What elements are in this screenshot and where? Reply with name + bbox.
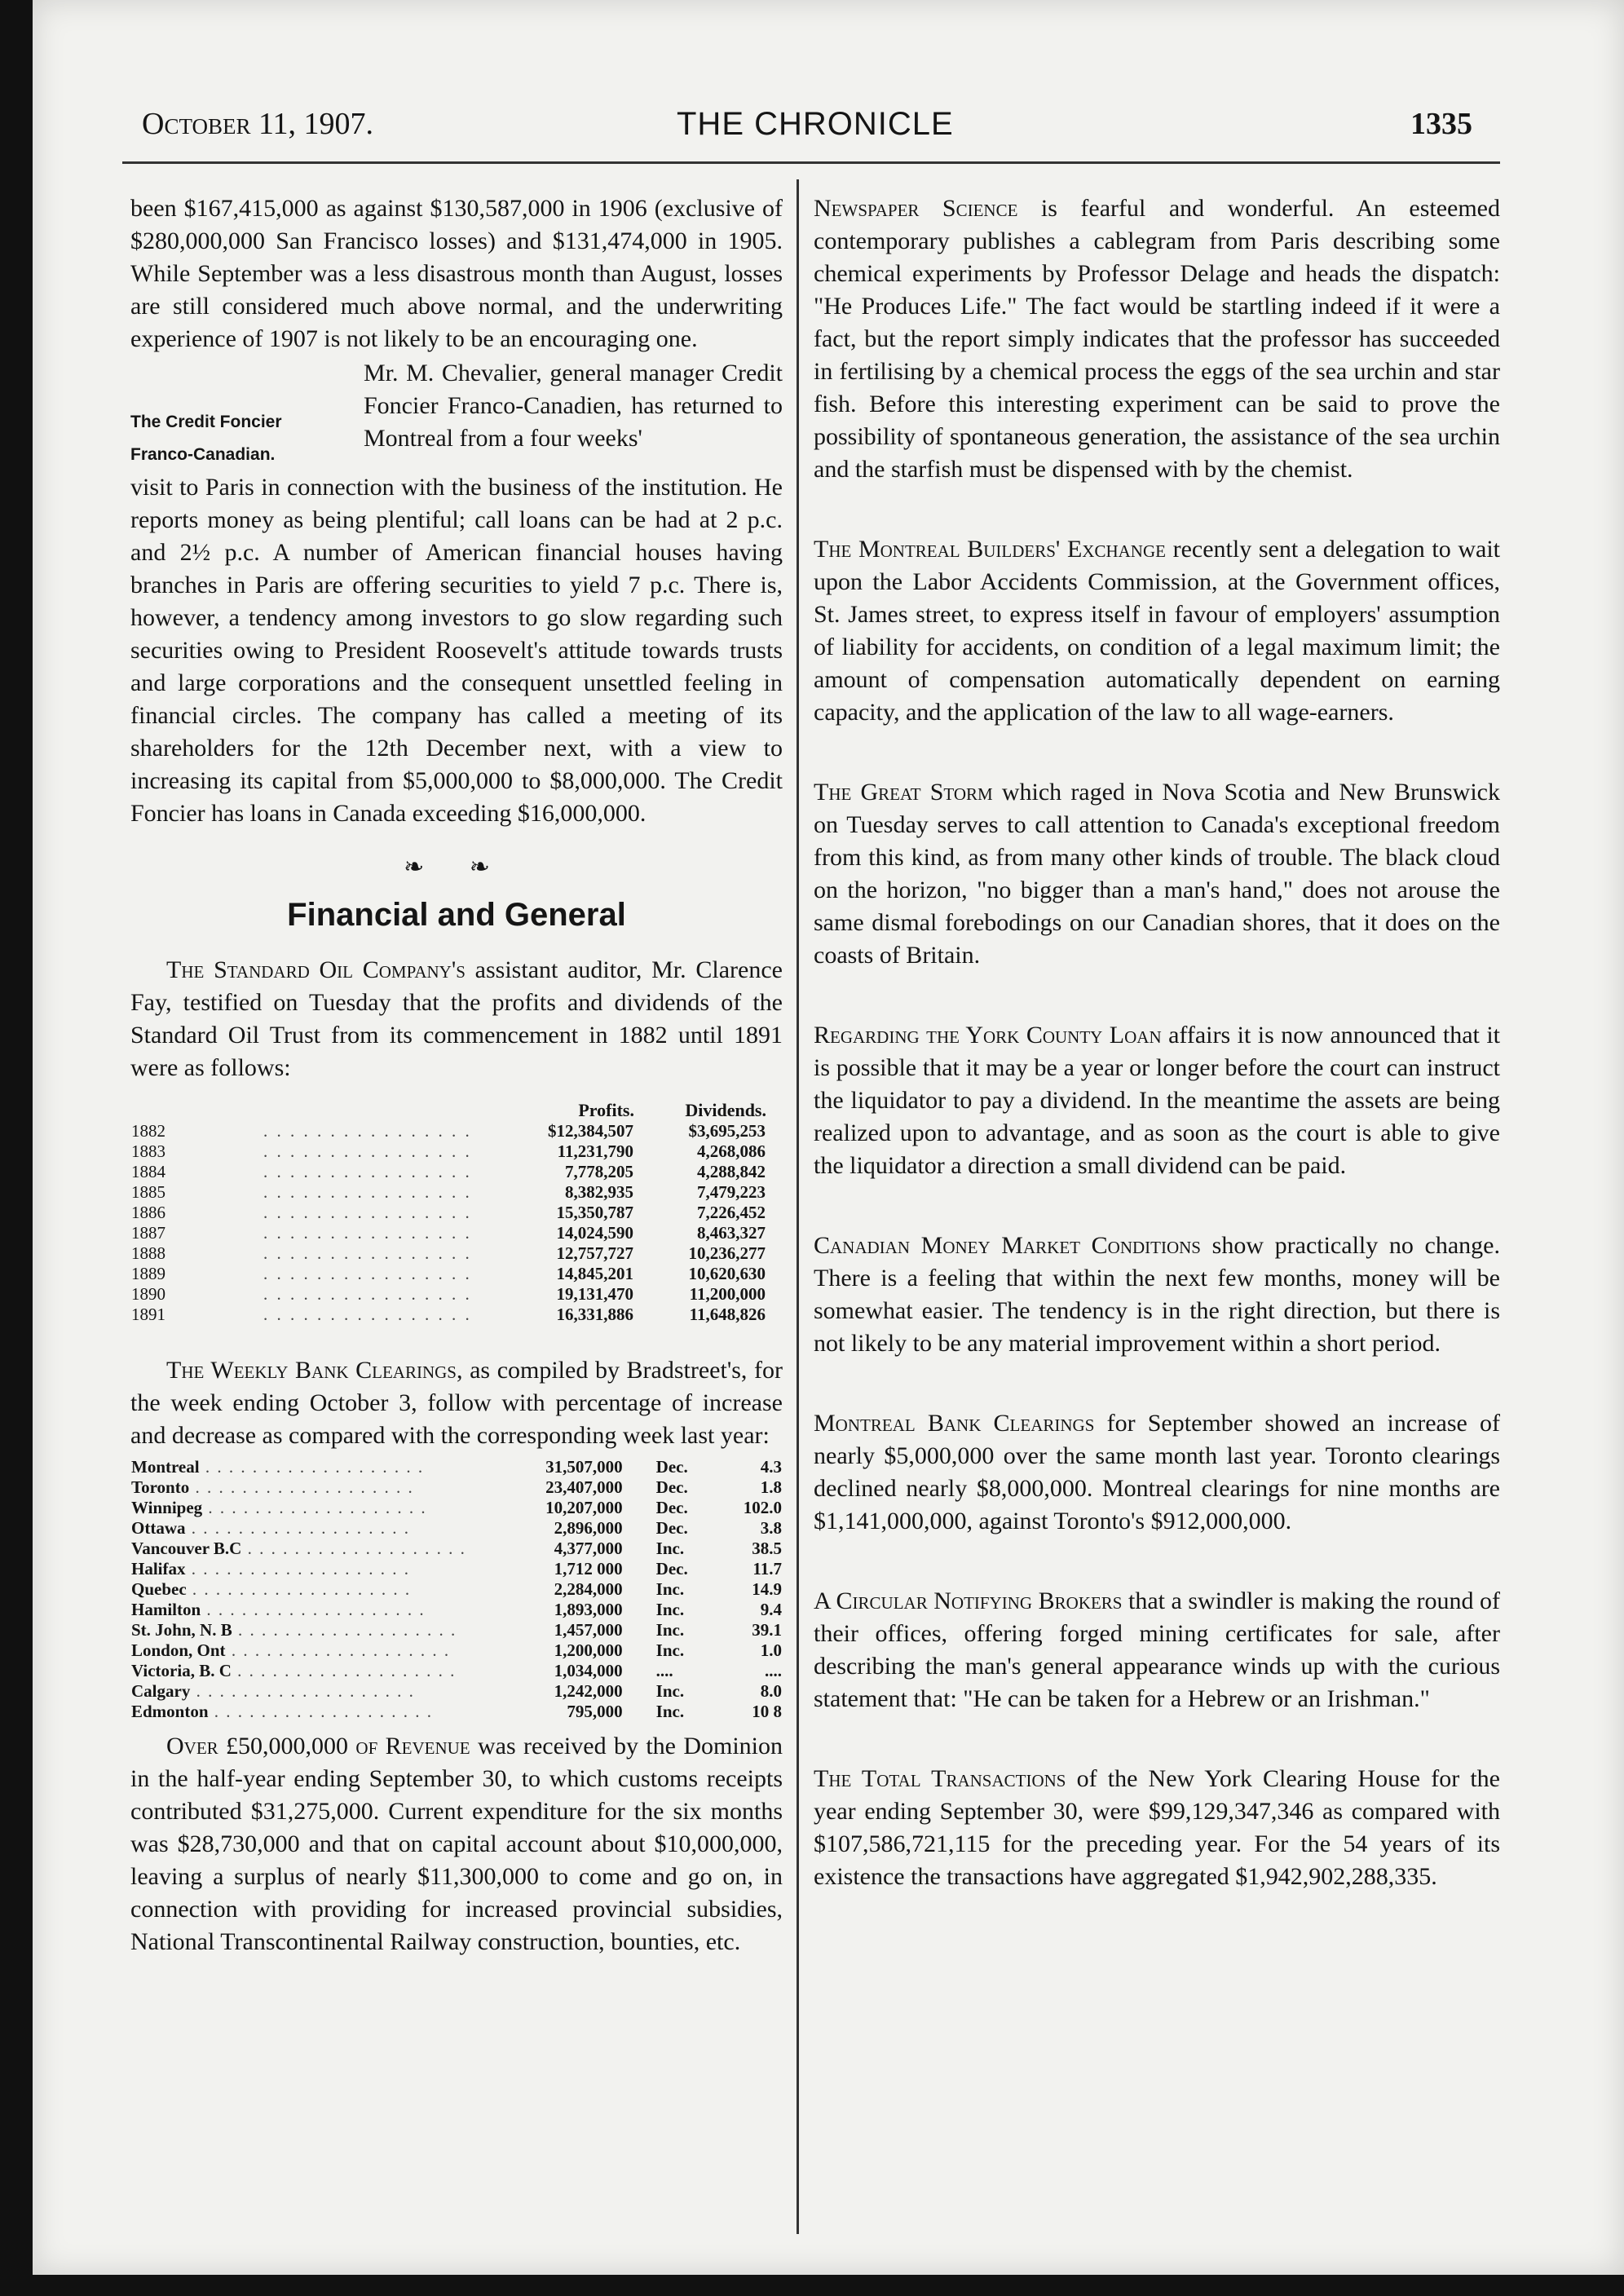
percent-cell: 4.3 [760, 1457, 782, 1477]
news-item-text: affairs it is now announced that it is possible that it may be a year or longer before the court can instruct the liquidator to pay a dividend. In the meantime the assets are being realized upon to advantage, and as soon as the court is able to give the liquidator a direction a small dividend can be paid. [814, 1022, 1501, 1179]
percent-cell: .... [765, 1661, 782, 1680]
city-cell [130, 1600, 513, 1620]
side-note-line-1: The Credit Foncier [130, 413, 282, 431]
leader-dots: . . . . . . . . . . . . . . . . . . . [208, 1702, 434, 1721]
issue-date: October 11, 1907. [142, 107, 374, 141]
city-cell [130, 1498, 513, 1518]
section-title: Financial and General [287, 897, 626, 933]
leader-dots: . . . . . . . . . . . . . . . . [263, 1121, 472, 1141]
city-cell [130, 1477, 513, 1498]
percent-cell: 11.7 [752, 1559, 782, 1578]
year-cell: 1884 [131, 1162, 165, 1181]
leader-dots: . . . . . . . . . . . . . . . . . . . [185, 1518, 410, 1538]
amount-cell: 2,896,000 [554, 1518, 623, 1538]
table-row [130, 1661, 783, 1681]
leader-dots: . . . . . . . . . . . . . . . . [263, 1203, 472, 1222]
leader-dots: . . . . . . . . . . . . . . . . . . . [189, 1477, 414, 1497]
news-item-text: show practically no change. There is a feeling that within the next few months, money will be somewhat easier. The tendency is in the right direction, but there is not likely to be any material improvement within a short period. [814, 1232, 1500, 1357]
table-row [130, 1702, 783, 1722]
news-item-text: which raged in Nova Scotia and New Brunswick on Tuesday serves to call attention to Canada's exceptional freedom from this kind, as from many other kinds of trouble. The black cloud on the horizon, "no bigger than a man's hand," does not arouse the same dismal forebodings on our Canadian shores, that it does on the coasts of Britain. [814, 779, 1500, 969]
news-item-paragraph [814, 533, 1500, 729]
amount-cell: 1,457,000 [554, 1620, 623, 1640]
direction-cell: Inc. [655, 1620, 685, 1640]
leader-dots: . . . . . . . . . . . . . . . . [263, 1141, 472, 1161]
year-cell: 1883 [131, 1141, 165, 1161]
amount-cell: 795,000 [567, 1702, 623, 1721]
profits-cell: 8,382,935 [565, 1182, 633, 1202]
standard-oil-text: assistant auditor, Mr. Clarence Fay, testified on Tuesday that the profits and dividends of the Standard Oil Trust from its commencement in 1882 until 1891 were as follows: [130, 956, 783, 1081]
table-row [130, 1264, 766, 1284]
year-cell: 1886 [131, 1203, 165, 1222]
table-row [130, 1162, 766, 1182]
news-item-text: of the New York Clearing House for the year ending September 30, were $99,129,347,346 as compared with $107,586,721,115 for the preceding year. For the 54 years of its existence the transactions have aggregated $1,942,902,288,335. [814, 1765, 1500, 1890]
city-name: Edmonton [131, 1702, 209, 1721]
direction-cell: .... [655, 1661, 673, 1680]
fire-losses-paragraph: been $167,415,000 as against $130,587,000 in 1906 (exclusive of $280,000,000 San Francisco losses) and $131,474,000 in 1905. While September was a less disastrous month than August, losses are still considered much above normal, and the underwriting experience of 1907 is not likely to be an encouraging one. [130, 195, 783, 352]
dividends-cell: 10,620,630 [688, 1264, 766, 1283]
amount-cell: 1,893,000 [554, 1600, 623, 1619]
news-item-text: that a swindler is making the round of their offices, offering forged mining certificates for sale, after describing the man's general appearance winds up with the curious statement that: "He can be taken for a Hebrew or an Irishman." [814, 1587, 1500, 1712]
news-item-lead: Regarding the York County Loan [814, 1022, 1162, 1049]
table-row [130, 1498, 783, 1518]
publication-title: THE CHRONICLE [677, 106, 954, 142]
direction-cell: Dec. [655, 1498, 688, 1517]
table-row [130, 1539, 783, 1559]
amount-cell: 4,377,000 [554, 1539, 623, 1558]
news-item-lead: Newspaper Science [814, 195, 1018, 222]
news-item-paragraph [814, 1407, 1500, 1538]
table-row [130, 1284, 766, 1305]
percent-cell: 8.0 [760, 1681, 782, 1701]
year-cell: 1885 [131, 1182, 165, 1202]
percent-cell: 10 8 [752, 1702, 782, 1721]
leader-dots: . . . . . . . . . . . . . . . . [263, 1264, 472, 1283]
city-name: Toronto [131, 1477, 190, 1497]
standard-oil-paragraph [130, 954, 783, 1084]
leader-dots: . . . . . . . . . . . . . . . . [263, 1182, 472, 1202]
news-item-lead: The Montreal Builders' Exchange [814, 536, 1166, 563]
leader-dots: . . . . . . . . . . . . . . . . [263, 1223, 472, 1243]
percent-cell: 38.5 [752, 1539, 782, 1558]
amount-cell: 23,407,000 [545, 1477, 623, 1497]
profits-cell: 11,231,790 [557, 1141, 633, 1161]
bank-clearings-paragraph [130, 1354, 783, 1452]
news-item-lead: Montreal Bank Clearings [814, 1410, 1095, 1437]
dividends-cell: 10,236,277 [688, 1243, 766, 1263]
news-item-text: recently sent a delegation to wait upon the Labor Accidents Commission, at the Government offices, St. James street, to express itself in favour of employers' assumption of liability for accidents, on condition of a legal maximum limit; the amount of compensation automatically dependent on earning capacity, and the application of the law to all wage-earners. [814, 536, 1500, 726]
direction-cell: Dec. [655, 1477, 688, 1497]
leader-dots: . . . . . . . . . . . . . . . . [263, 1162, 472, 1181]
city-name: Hamilton [131, 1600, 201, 1619]
city-name: Vancouver B.C [131, 1539, 242, 1558]
city-cell [130, 1559, 513, 1579]
percent-cell: 1.8 [760, 1477, 782, 1497]
leader-dots: . . . . . . . . . . . . . . . . . . . [201, 1600, 426, 1619]
profits-cell: $12,384,507 [548, 1121, 633, 1141]
side-note [130, 357, 364, 471]
amount-cell: 1,034,000 [554, 1661, 623, 1680]
amount-cell: 10,207,000 [545, 1498, 623, 1517]
table-row [130, 1640, 783, 1661]
news-item-text: for September showed an increase of nearly $5,000,000 over the same month last year. Toronto clearings declined nearly $8,000,000. Montreal clearings for nine months are $1,141,000,000, against Toronto's $912,000,000. [814, 1410, 1500, 1534]
leader-dots: . . . . . . . . . . . . . . . . . . . [185, 1559, 410, 1578]
column-divider [797, 179, 799, 2234]
table-row [130, 1203, 766, 1223]
news-item-lead: Canadian Money Market Conditions [814, 1232, 1201, 1259]
percent-cell: 39.1 [752, 1620, 782, 1640]
profits-cell: 14,024,590 [556, 1223, 633, 1243]
news-item-lead: The Total Transactions [814, 1765, 1066, 1792]
amount-cell: 1,200,000 [554, 1640, 623, 1660]
table-row [130, 1620, 783, 1640]
direction-cell: Dec. [655, 1518, 688, 1538]
leader-dots: . . . . . . . . . . . . . . . . . . . [231, 1661, 457, 1680]
side-note-line-2: Franco-Canadian. [130, 445, 276, 464]
revenue-lead: Over £50,000,000 of Revenue [166, 1733, 470, 1760]
leader-dots: . . . . . . . . . . . . . . . . . . . [225, 1640, 451, 1660]
table-row [130, 1518, 783, 1539]
news-item-paragraph [814, 1763, 1500, 1893]
city-cell [130, 1681, 513, 1702]
percent-cell: 102.0 [743, 1498, 782, 1517]
profits-cell: 12,757,727 [556, 1243, 633, 1263]
direction-cell: Inc. [655, 1600, 685, 1619]
city-name: London, Ont [131, 1640, 226, 1660]
direction-cell: Inc. [655, 1579, 685, 1599]
year-cell: 1887 [131, 1223, 165, 1243]
dividends-cell: 4,288,842 [697, 1162, 766, 1181]
weekly-clearings-table [130, 1457, 783, 1722]
news-item-paragraph [814, 1585, 1500, 1715]
leader-dots: . . . . . . . . . . . . . . . . [263, 1284, 472, 1304]
credit-foncier-paragraph: visit to Paris in connection with the business of the institution. He reports money as being plentiful; call loans can be had at 2 p.c. and 2½ p.c. A number of American financial houses having branches in Paris are offering securities to yield 7 p.c. There is, however, a tendency among investors to go slow regarding such securities owing to President Roosevelt's attitude towards trusts and large corporations and the consequent unsettled feeling in financial circles. The company has called a meeting of its shareholders for the 12th December next, with a view to increasing its capital from $5,000,000 to $8,000,000. The Credit Foncier has loans in Canada exceeding $16,000,000. [130, 474, 783, 827]
city-cell [130, 1457, 513, 1477]
dividends-cell: $3,695,253 [688, 1121, 766, 1141]
table-row [130, 1223, 766, 1243]
revenue-text: was received by the Dominion in the half-year ending September 30, to which customs receipts contributed $31,275,000. Current expenditure for the six months was $28,730,000 and that on capital account about $10,000,000, leaving a surplus of nearly $11,300,000 to come and go on, in connection with providing for increased provincial subsidies, National Transcontinental Railway construction, bounties, etc. [130, 1733, 783, 1955]
news-item-text: is fearful and wonderful. An esteemed contemporary publishes a cablegram from Paris describing some chemical experiments by Professor Delage and heads the dispatch: "He Produces Life." The fact would be startling indeed if it were a fact, but the report simply indicates that the professor has succeeded in fertilising by a chemical process the eggs of the sea urchin and star fish. Before this interesting experiment can be said to prove the possibility of spontaneous generation, the assistance of the sea urchin and the starfish must be dispensed with by the chemist. [814, 195, 1500, 483]
amount-cell: 1,712 000 [554, 1559, 623, 1578]
percent-cell: 9.4 [760, 1600, 782, 1619]
leader-dots: . . . . . . . . . . . . . . . . . . . [232, 1620, 457, 1640]
profits-cell: 14,845,201 [556, 1264, 633, 1283]
news-item-paragraph [814, 776, 1500, 972]
direction-cell: Inc. [655, 1539, 685, 1558]
table-row [130, 1305, 766, 1325]
news-item-paragraph [814, 192, 1500, 486]
ornament: ❧ ❧ [404, 854, 510, 881]
table-row [130, 1681, 783, 1702]
credit-foncier-block [130, 357, 783, 471]
leader-dots: . . . . . . . . . . . . . . . . . . . [186, 1579, 412, 1599]
direction-cell: Inc. [655, 1702, 685, 1721]
dividends-cell: 11,200,000 [689, 1284, 766, 1304]
city-cell [130, 1661, 513, 1681]
column-header-profits: Profits. [578, 1100, 634, 1120]
revenue-paragraph [130, 1730, 783, 1958]
amount-cell: 31,507,000 [545, 1457, 623, 1477]
right-column [814, 192, 1500, 1941]
city-name: Ottawa [131, 1518, 186, 1538]
news-item-paragraph [814, 1230, 1500, 1360]
amount-cell: 2,284,000 [554, 1579, 623, 1599]
leader-dots: . . . . . . . . . . . . . . . . . . . [190, 1681, 415, 1701]
table-row [130, 1559, 783, 1579]
city-name: Halifax [131, 1559, 186, 1578]
city-name: Montreal [131, 1457, 200, 1477]
city-cell [130, 1620, 513, 1640]
direction-cell: Dec. [655, 1559, 688, 1578]
city-name: St. John, N. B [131, 1620, 232, 1640]
leader-dots: . . . . . . . . . . . . . . . . . . . [202, 1498, 427, 1517]
bank-clearings-text: as compiled by Bradstreet's, for the week ending October 3, follow with percentage of increase and decrease as compared with the corresponding week last year: [130, 1357, 783, 1449]
profits-cell: 15,350,787 [556, 1203, 633, 1222]
year-cell: 1890 [131, 1284, 165, 1304]
bank-clearings-lead: The Weekly Bank Clearings, [166, 1357, 463, 1384]
city-name: Victoria, B. C [131, 1661, 232, 1680]
credit-foncier-top: Mr. M. Chevalier, general manager Credit Foncier Franco-Canadien, has returned to Montreal from a four weeks' [364, 360, 783, 452]
year-cell: 1888 [131, 1243, 165, 1263]
profits-cell: 16,331,886 [556, 1305, 633, 1324]
leader-dots: . . . . . . . . . . . . . . . . . . . [199, 1457, 425, 1477]
city-cell [130, 1579, 513, 1600]
amount-cell: 1,242,000 [554, 1681, 623, 1701]
city-cell [130, 1518, 513, 1539]
table-row [130, 1141, 766, 1162]
table-row [130, 1243, 766, 1264]
year-cell: 1882 [131, 1121, 165, 1141]
dividends-cell: 8,463,327 [697, 1223, 766, 1243]
city-cell [130, 1640, 513, 1661]
table-row [130, 1579, 783, 1600]
page-number: 1335 [1410, 107, 1472, 141]
standard-oil-lead: The Standard Oil Company's [166, 956, 466, 983]
table-row [130, 1600, 783, 1620]
city-name: Calgary [131, 1681, 191, 1701]
news-item-lead: The Great Storm [814, 779, 993, 806]
leader-dots: . . . . . . . . . . . . . . . . . . . [241, 1539, 466, 1558]
dividends-cell: 11,648,826 [689, 1305, 766, 1324]
dividends-cell: 4,268,086 [697, 1141, 766, 1161]
year-cell: 1891 [131, 1305, 165, 1324]
table-row [130, 1457, 783, 1477]
header-rule [122, 161, 1500, 164]
city-cell [130, 1539, 513, 1559]
leader-dots: . . . . . . . . . . . . . . . . [263, 1243, 472, 1263]
direction-cell: Inc. [655, 1640, 685, 1660]
percent-cell: 1.0 [760, 1640, 782, 1660]
percent-cell: 14.9 [752, 1579, 782, 1599]
city-name: Quebec [131, 1579, 187, 1599]
direction-cell: Inc. [655, 1681, 685, 1701]
news-item-lead: A Circular Notifying Brokers [814, 1587, 1123, 1614]
profits-dividends-table [130, 1101, 766, 1325]
table-row [130, 1477, 783, 1498]
city-name: Winnipeg [131, 1498, 203, 1517]
column-header-dividends: Dividends. [685, 1100, 766, 1120]
table-row [130, 1121, 766, 1141]
dividends-cell: 7,226,452 [697, 1203, 766, 1222]
newspaper-page [33, 0, 1624, 2275]
left-column [130, 192, 783, 1958]
profits-cell: 7,778,205 [565, 1162, 633, 1181]
percent-cell: 3.8 [760, 1518, 782, 1538]
dividends-cell: 7,479,223 [697, 1182, 766, 1202]
news-item-paragraph [814, 1019, 1500, 1182]
table-row [130, 1182, 766, 1203]
year-cell: 1889 [131, 1264, 165, 1283]
city-cell [130, 1702, 513, 1722]
direction-cell: Dec. [655, 1457, 688, 1477]
leader-dots: . . . . . . . . . . . . . . . . [263, 1305, 472, 1324]
profits-cell: 19,131,470 [556, 1284, 633, 1304]
